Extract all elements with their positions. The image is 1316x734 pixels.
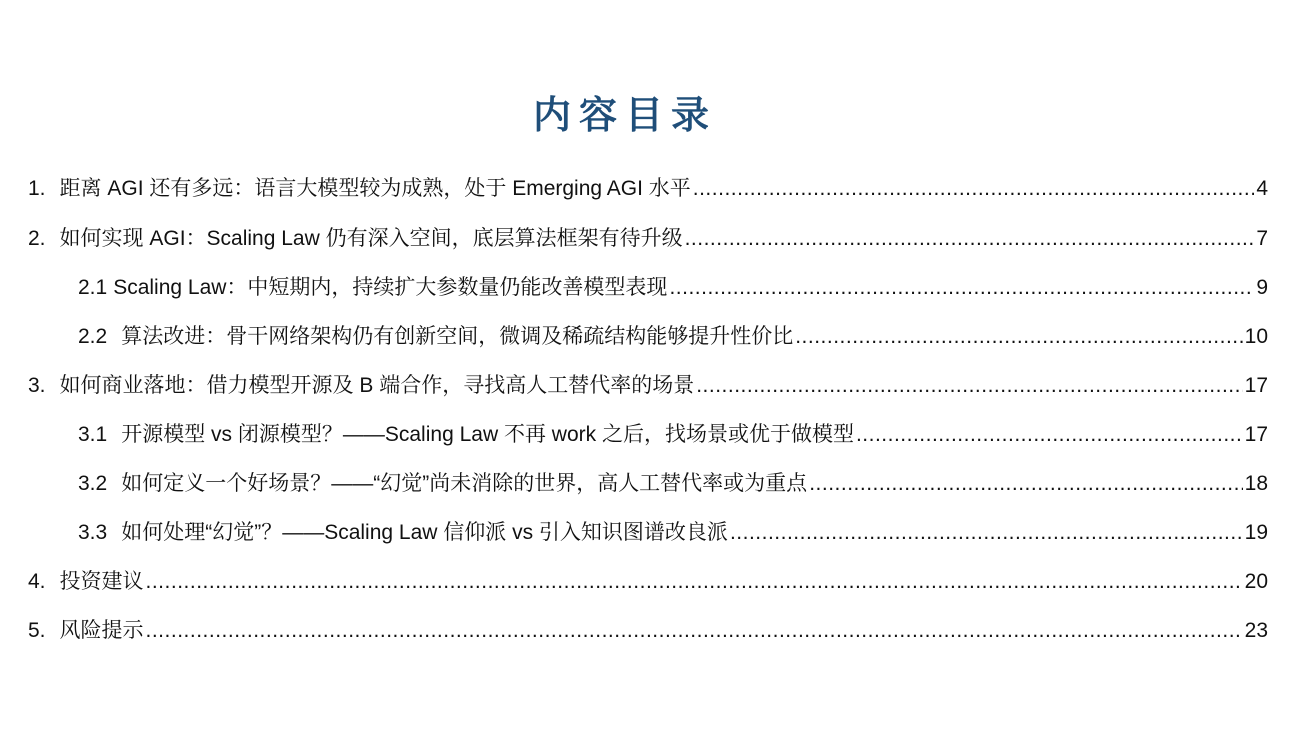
toc-entry-text: 如何处理“幻觉”？——Scaling Law 信仰派 vs 引入知识图谱改良派 <box>121 521 728 544</box>
toc-entry-page: 17 <box>1244 423 1268 446</box>
toc-entry-page: 10 <box>1244 325 1268 348</box>
toc-title: 内容目录 <box>532 92 717 137</box>
toc-entry-5[interactable] <box>28 616 1268 646</box>
toc-entry-number: 2.2 <box>78 325 108 348</box>
toc-dot-leader <box>146 616 1243 646</box>
toc-entry-4[interactable] <box>28 567 1268 597</box>
toc-entry-text: Scaling Law：中短期内，持续扩大参数量仍能改善模型表现 <box>113 276 668 299</box>
toc-entry-1[interactable] <box>28 174 1268 204</box>
toc-entry-page: 19 <box>1244 521 1268 544</box>
toc-entry-text: 如何商业落地：借力模型开源及 B 端合作，寻找高人工替代率的场景 <box>59 374 695 397</box>
toc-entry-text: 算法改进：骨干网络架构仍有创新空间，微调及稀疏结构能够提升性价比 <box>121 325 794 348</box>
toc-dot-leader <box>685 224 1255 254</box>
toc-dot-leader <box>856 420 1243 450</box>
toc-entry-3[interactable] <box>28 371 1268 401</box>
toc-entry-page: 18 <box>1244 472 1268 495</box>
toc-entry-number: 3.1 <box>78 423 108 446</box>
toc-entry-3-3[interactable] <box>78 518 1268 548</box>
toc-entry-number: 4. <box>28 570 46 593</box>
toc-entry-2[interactable] <box>28 224 1268 254</box>
toc-dot-leader <box>809 469 1242 499</box>
toc-dot-leader <box>669 273 1254 303</box>
toc-entry-text: 如何定义一个好场景？——“幻觉”尚未消除的世界，高人工替代率或为重点 <box>121 472 808 495</box>
toc-entry-page: 17 <box>1244 374 1268 397</box>
toc-entry-text: 距离 AGI 还有多远：语言大模型较为成熟，处于 Emerging AGI 水平 <box>59 177 691 200</box>
toc-entry-page: 7 <box>1256 227 1268 250</box>
toc-dot-leader <box>795 322 1242 352</box>
toc-entry-page: 4 <box>1256 177 1268 200</box>
toc-entry-page: 23 <box>1244 619 1268 642</box>
toc-entry-text: 投资建议 <box>59 570 144 593</box>
toc-dot-leader <box>696 371 1242 401</box>
toc-entry-3-1[interactable] <box>78 420 1268 450</box>
toc-entry-number: 1. <box>28 177 46 200</box>
toc-entry-text: 如何实现 AGI：Scaling Law 仍有深入空间，底层算法框架有待升级 <box>59 227 683 250</box>
toc-dot-leader <box>730 518 1243 548</box>
toc-entry-number: 3.2 <box>78 472 108 495</box>
toc-entry-2-1[interactable] <box>78 273 1268 303</box>
toc-entry-number: 3. <box>28 374 46 397</box>
toc-entry-text: 开源模型 vs 闭源模型？——Scaling Law 不再 work 之后，找场景或优于做模型 <box>121 423 854 446</box>
toc-entry-number: 2.1 <box>78 276 108 299</box>
toc-dot-leader <box>693 174 1255 204</box>
toc-entry-text: 风险提示 <box>59 619 144 642</box>
toc-dot-leader <box>146 567 1243 597</box>
toc-entry-2-2[interactable] <box>78 322 1268 352</box>
toc-entry-page: 9 <box>1256 276 1268 299</box>
toc-entry-page: 20 <box>1244 570 1268 593</box>
toc-entry-number: 2. <box>28 227 46 250</box>
toc-entry-number: 5. <box>28 619 46 642</box>
toc-entry-3-2[interactable] <box>78 469 1268 499</box>
toc-entry-number: 3.3 <box>78 521 108 544</box>
